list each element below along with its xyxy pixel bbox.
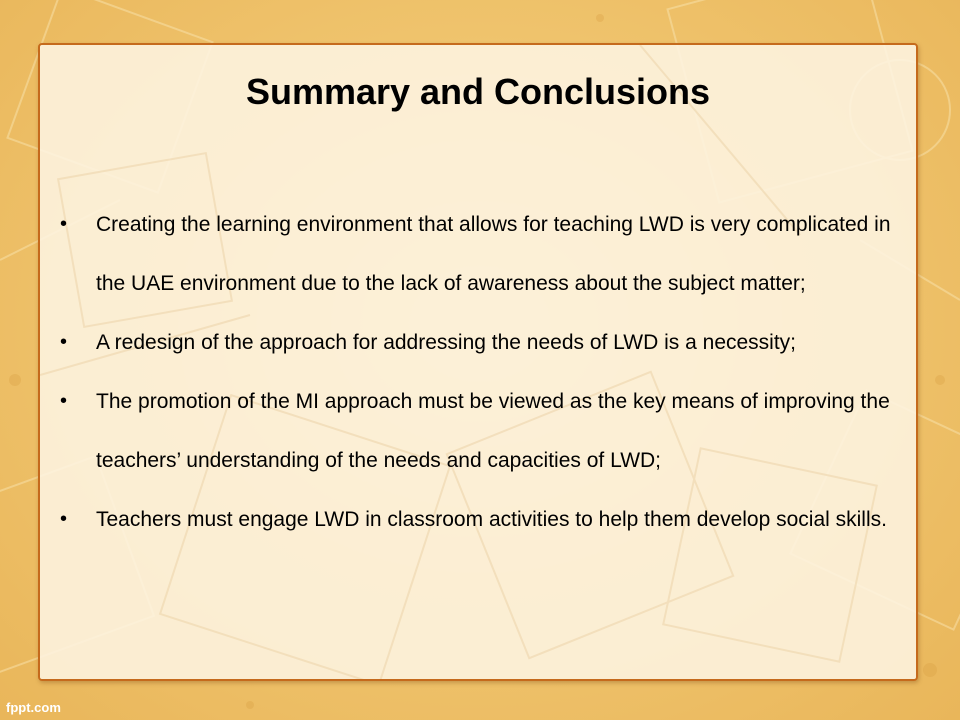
bullet-item bbox=[40, 313, 916, 372]
bullet-icon: • bbox=[60, 508, 68, 530]
bullet-item bbox=[40, 372, 916, 490]
bullet-list bbox=[40, 195, 916, 549]
bullet-text: Teachers must engage LWD in classroom activities to help them develop social skills. bbox=[96, 508, 887, 531]
bullet-text: Creating the learning environment that allows for teaching LWD is very complicated in the UAE environment due to the lack of awareness about the subject matter; bbox=[96, 213, 891, 295]
bullet-icon: • bbox=[60, 390, 68, 412]
bullet-icon: • bbox=[60, 213, 68, 235]
bullet-text: A redesign of the approach for addressing the needs of LWD is a necessity; bbox=[96, 331, 797, 354]
bullet-item bbox=[40, 195, 916, 313]
bullet-icon: • bbox=[60, 331, 68, 353]
bullet-text: The promotion of the MI approach must be viewed as the key means of improving the teachers’ understanding of the needs and capacities of LWD; bbox=[96, 390, 890, 472]
content-panel bbox=[38, 43, 918, 681]
footer-brand: fppt.com bbox=[6, 700, 61, 715]
bullet-item bbox=[40, 490, 916, 549]
slide-title: Summary and Conclusions bbox=[245, 71, 711, 112]
